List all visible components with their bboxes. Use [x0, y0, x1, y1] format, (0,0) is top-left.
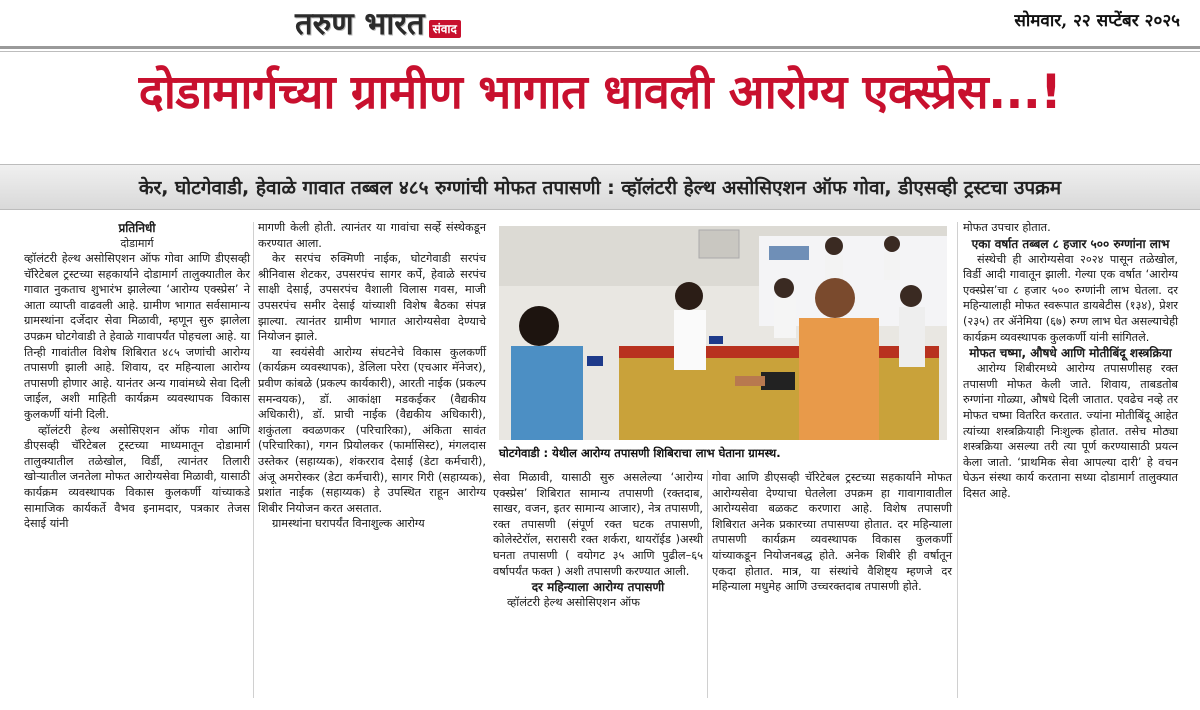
masthead [0, 0, 1200, 50]
column-divider [957, 222, 958, 698]
dateline: सोमवार, २२ सप्टेंबर २०२५ [1014, 11, 1180, 31]
paragraph: मागणी केली होती. त्यानंतर या गावांचा सर्व्हे संस्थेकडून करण्यात आला. [258, 221, 486, 250]
paragraph: संस्थेची ही आरोग्यसेवा २०२४ पासून तळेखोल, विर्डी आदी गावातून झाली. गेल्या एक वर्षात ‘आरोग्य एक्स्प्रेस’चा ८ हजार ५०० रुग्णांनी लाभ घेतला. दर महिन्यालाही मोफत स्वरूपात डायबेटीस (१३४), प्रेशर (२३५) तर ॲनेमिया (६७) रुग्ण लाभ घेत असल्याचेही कार्यक्रम व्यवस्थापक कुलकर्णी यांनी सांगितले. [963, 252, 1178, 344]
paragraph: या स्वयंसेवी आरोग्य संघटनेचे विकास कुलकर्णी (कार्यक्रम व्यवस्थापक), डेलिला परेरा (एचआर मॅनेजर), प्रवीण कांबळे (प्रकल्प कार्यकारी), आरती नाईक (प्रकल्प समन्वयक), डॉ. आकांक्षा मडकईकर (वैद्यकीय अधिकारी), डॉ. प्राची नाईक (वैद्यकीय अधिकारी), शकुंतला क्वळणकर (परिचारिका), अंकिता सावंत (परिचारिका), गगन प्रियोलकर (फार्मासिस्ट), मंगलदास उस्तेकर (सहाय्यक), शंकरराव देसाई (डेटा कर्मचारी), अंजू अमरोस्कर (डेटा कर्मचारी), सागर गिरी (सहाय्यक), प्रशांत नाईक (सहाय्यक) हे उपस्थित राहून आरोग्य शिबीर नियोजन करत असतात. [258, 345, 486, 515]
paragraph: व्हॉलंटरी हेल्थ असोसिएशन ऑफ [507, 596, 640, 610]
masthead-rule [0, 46, 1200, 49]
paragraph: सेवा मिळावी, यासाठी सुरु असलेल्या ‘आरोग्य एक्स्प्रेस’ शिबिरात सामान्य तपासणी (रक्तदाब, साखर, वजन, इतर सामान्य आजार), नेत्र तपासणी, रक्त तपासणी (संपूर्ण रक्त घटक तपासणी, कोलेस्टेरॉल, सरासरी रक्त शर्करा, थायरॉईड )अस्थी घनता तपासणी ( वयोगट ३५ आणि पुढील–६५ वर्षापर्यंत फक्त ) अशी तपासणी करण्यात आली. [493, 471, 703, 578]
section-subhead: मोफत चष्मा, औषधे आणि मोतीबिंदू शस्त्रक्रिया [969, 346, 1172, 361]
subheadline-band [0, 164, 1200, 210]
paragraph: गोवा आणि डीएसव्ही चॅरिटेबल ट्रस्टच्या सहकार्याने मोफत आरोग्यसेवा देण्याचा घेतलेला उपक्रम हा गावागावातील आरोग्यसेवा बळकट करणारा आहे. विशेष तपासणी शिबिरात अनेक प्रकारच्या तपासण्या होतात. दर महिन्याला तपासणी कार्यक्रम व्यवस्थापक विकास कुलकर्णी यांच्याकडून नियोजनबद्ध होते. अनेक शिबीरे ही वर्षातून एकदा होतात. मात्र, या संस्थांचे वैशिष्ट्य म्हणजे दर महिन्याला मधुमेह आणि उच्चरक्तदाब तपासणी होते. [712, 471, 952, 594]
paragraph: मोफत उपचार होतात. [963, 221, 1051, 234]
column-4 [712, 470, 952, 595]
photo-caption: घोटगेवाडी : येथील आरोग्य तपासणी शिबिराचा लाभ घेताना ग्रामस्थ. [499, 446, 781, 460]
masthead-rule-thin [0, 51, 1200, 52]
column-divider [707, 470, 708, 698]
paragraph: व्हॉलंटरी हेल्थ असोसिएशन ऑफ गोवा आणि डीएसव्ही चॅरिटेबल ट्रस्टच्या माध्यमातून दोडामार्ग तालुक्यातील तळेखोल, विर्डी, त्यानंतर तिलारी खोऱ्यातील जनतेला मोफत आरोग्यसेवा मिळावी, यासाठी कार्यक्रम व्यवस्थापक विकास कुलकर्णी यांच्याकडे सामाजिक कार्यकर्ते वैभव इनामदार, पत्रकार तेजस देसाई यांनी [24, 423, 250, 531]
headline: दोडामार्गच्या ग्रामीण भागात धावली आरोग्य एक्स्प्रेस...! [138, 65, 1062, 120]
article-photo [499, 226, 947, 440]
logo-tag: संवाद [429, 20, 461, 38]
newspaper-logo [295, 4, 461, 44]
paragraph: व्हॉलंटरी हेल्थ असोसिएशन ऑफ गोवा आणि डीएसव्ही चॅरिटेबल ट्रस्टच्या सहकार्याने दोडामार्ग तालुक्यातील केर गावात नुकताच शुभारंभ झालेल्या ‘आरोग्य एक्स्प्रेस’ ने आता व्याप्ती वाढवली आहे. ग्रामीण भागात सर्वसामान्य ग्रामस्थांना दर्जेदार सेवा मिळावी, म्हणून सुरु झालेला उपक्रम घोटगेवाडी ते हेवाळे गावापर्यंत पोहचला आहे. या तिन्ही गावांतील विशेष शिबिरात ४८५ जणांची आरोग्य तपासणी झाली आहे. शिवाय, दर महिन्याला आरोग्य तपासणी होणार आहे. यानंतर अन्य गावांमध्ये सेवा दिली जाईल, अशी माहिती कार्यक्रम व्यवस्थापक विकास कुलकर्णी यांनी दिली. [24, 252, 250, 421]
column-1 [24, 220, 250, 532]
column-divider [253, 222, 254, 698]
subheadline: केर, घोटगेवाडी, हेवाळे गावात तब्बल ४८५ रुग्णांची मोफत तपासणी : व्हॉलंटरी हेल्थ असोसिएशन ऑफ गोवा, डीएसव्ही ट्रस्टचा उपक्रम [138, 177, 1062, 199]
logo-wordmark: तरुण भारत [295, 6, 425, 42]
column-3 [493, 470, 703, 611]
column-5 [963, 220, 1178, 502]
paragraph: ग्रामस्थांना घरापर्यंत विनाशुल्क आरोग्य [272, 517, 425, 531]
byline-reporter: प्रतिनिधी [118, 221, 156, 235]
health-camp-photo-illustration [499, 226, 947, 440]
section-subhead: एका वर्षात तब्बल ८ हजार ५०० रुग्णांना लाभ [971, 236, 1170, 251]
column-2 [258, 220, 486, 532]
byline-place: दोडामार्ग [120, 237, 154, 250]
section-subhead: दर महिन्याला आरोग्य तपासणी [531, 580, 665, 595]
paragraph: केर सरपंच रुक्मिणी नाईक, घोटगेवाडी सरपंच श्रीनिवास शेटकर, उपसरपंच सागर कर्पे, हेवाळे सरपंच साक्षी देसाई, उपसरपंच वैशाली विलास गवस, माजी उपसरपंच समीर देसाई यांच्याशी विशेष बैठका संपन्न झाल्या. त्यानंतर ग्रामीण भागात आरोग्यसेवा देण्याचे नियोजन झाले. [258, 252, 486, 344]
paragraph: आरोग्य शिबीरमध्ये आरोग्य तपासणीसह रक्त तपासणी मोफत केली जाते. शिवाय, ताबडतोब रुग्णांना गोळ्या, औषधे दिली जातात. एवढेच नव्हे तर मोफत चष्मा वितरित करतात. ज्यांना मोतीबिंदू आहेत त्यांच्या शस्त्रक्रियाही निःशुल्क होतात. तसेच मोठ्या शस्त्रक्रिया असल्या तरी त्या पूर्ण करण्यासाठी प्रयत्न केला जातो. ‘प्राथमिक सेवा आपल्या दारी’ हे वचन घेऊन संस्था कार्य करताना सध्या दोडामार्ग तालुक्यात दिसत आहे. [963, 362, 1178, 500]
